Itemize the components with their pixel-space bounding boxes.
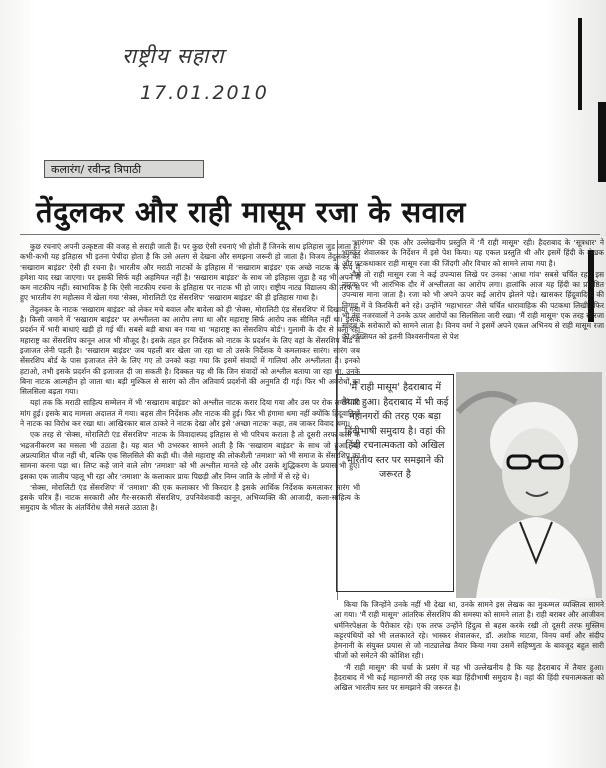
newspaper-masthead: राष्ट्रीय सहारा — [122, 44, 225, 68]
article-column-right-bottom — [334, 600, 604, 768]
paragraph: वैसे तो राही मासूम रजा ने कई उपन्यास लिखे पर उनका 'आधा गांव' सबसे चर्चित रहा। इस नाटक पर भी आरंभिक दौर में अश्लीलता का आरोप लगा। हालांकि आज यह हिंदी का प्रतिष्ठित उपन्यास माना जाता है। रजा को भी अपने ऊपर कई आरोप झेलने पड़े। खासकर हिंदूवादियों की निगाह में वे किरकिरी बने रहे। उन्होंने 'महाभारत' जैसे चर्चित धारावाहिक की पटकथा लिखी, फिर भी तंग नजरवालों ने उनके ऊपर आरोपों का सिलसिला जारी रखा। 'मैं राही मासूम' एक तरह से रजा साहब के सरोकारों को सामने लाता है। विनय वर्मा ने इसमें अपने एकल अभिनय से राही मासूम रजा की शख्सियत को इतनी विश्वसनीयता से पेश — [342, 269, 604, 341]
scan-edge-mark — [598, 102, 606, 182]
article-column-right-top — [342, 238, 604, 366]
paragraph: 'सेक्स, मोरालिटी एंड सेंसरशिप' में 'तमाशा' की एक कलाकार भी किरदार है इसके आर्थिक निर्देशक कमलाकर सारंग भी इसके चरित्र हैं। नाटक सरकारी और गैर-सरकारी सेंसरशिप, उपनिवेशवादी कानून, अभिव्यक्ति की आजादी, कला-साहित्य के समुदाय के भीतर के अंतर्विरोध जैसे मसले उठाता है। — [20, 482, 360, 513]
byline: कलारंग/ रवीन्द्र त्रिपाठी — [44, 160, 204, 178]
article-column-left — [20, 242, 360, 767]
paragraph: 'मैं राही मासूम' की चर्चा के प्रसंग में यह भी उल्लेखनीय है कि यह हैदराबाद में तैयार हुआ। हैदराबाद में भी कई महानगरों की तरह एक बड़ा हिंदीभाषी समुदाय है। वहां की हिंदी रचनात्मकता को अखिल भारतीय स्तर पर समझाने की जरूरत है। — [334, 662, 604, 693]
section-rule — [20, 234, 600, 235]
publication-date: 17.01.2010 — [140, 82, 269, 104]
author-portrait-photo — [456, 372, 602, 598]
paragraph: एक तरह से 'सेक्स, मोरालिटी एंड सेंसरशिप' नाटक के विवादास्पद इतिहास से भी परिचय कराता है तो दूसरी तरफ कला के भद्रजनीकरण का मसला भी उठाता है। यह बात भी उभरकर सामने आती है कि 'सखाराम बाइंडर' के साथ जो हुआ, वह अप्रत्याशित चीज नहीं थी, बल्कि एक सिलसिले की कड़ी थी। जैसे महाराष्ट्र की लोकशैली 'तमाशा' को भी समाज के सेंसरशिप का सामना करना पड़ा था। लिप्ट कहे जाने वाले लोग 'तमाशा' को भी अश्लील मानते रहे और उसके शुद्धिकरण के प्रयास भी हुए। इसका एक जातीय पहलू भी रहा और 'तमाशा' के कलाकार प्रायः पिछड़ी और निम्न जाति के लोगों में से रहे थे। — [20, 430, 360, 481]
paragraph: कुछ रचनाएं अपनी उत्कृष्टता की वजह से सराही जाती हैं। पर कुछ ऐसी रचनाएं भी होती हैं जिनके साथ इतिहास जुड़ जाता है। कभी-कभी यह इतिहास भी इतना पेचीदा होता है कि उसे अलग से देखना और समझना जरूरी हो जाता है। विजय तेंदुलकर का 'सखाराम बाइंडर' ऐसी ही रचना है। भारतीय और मराठी नाटकों के इतिहास में 'सखाराम बाइंडर' एक अच्छे नाटक के रूप में हमेशा याद रखा जाएगा। पर इसकी सिर्फ यही अहमियत नहीं है। 'सखाराम बाइंडर' के साथ जो इतिहास जुड़ा है वह भी अपने में कम नाटकीय नहीं। स्वाभाविक है कि ऐसी नाटकीय रचना के इतिहास पर नाटक भी हो जाए। राष्ट्रीय नाट्य विद्यालय की तरफ से हुए भारतीय रंग महोत्सव में खेला गया 'सेक्स, मोरालिटी एंड सेंसरशिप' 'सखाराम बाइंडर' की ही इतिहास गाथा है। — [20, 242, 360, 303]
paragraph: किया कि जिन्होंने उनके नहीं भी देखा था, उनके सामने इस लेखक का मुकम्मल व्यक्तित्व सामने आ गया। 'मैं राही मासूम' आंतरिक सेंसरशिप की समस्या को सामने लाता है। राही बराबर और आजीवन धर्मनिरपेक्षता के पैरोकार रहे। एक तरफ उन्होंने हिंदुत्व से बहस करके रखी तो दूसरी तरफ मुस्लिम कट्टरपंथियों को भी ललकारते रहे। भास्कर शेवालकर, डॉ. अशोक माटवा, विनय वर्मा और संदीप हेमनानी के संयुक्त प्रयास से जो नाट्यालेख तैयार किया गया उसमें सहिष्णुता के बावजूद बहुत सारी चीजों को समेटने की कोशिश रही। — [334, 600, 604, 661]
paragraph: 'भारंगम' की एक और उल्लेखनीय प्रस्तुति में 'मैं राही मासूम' रही। हैदराबाद के 'सूत्रधार' ने भास्कर शेवालकर के निर्देशन में इसे पेश किया। यह एकल प्रस्तुति थी और इसमें हिंदी के लेखक और पटकथाकार राही मासूम रजा की जिंदगी और विचार को सामने लाया गया है। — [342, 238, 604, 268]
paragraph: तेंदुलकर के नाटक 'सखाराम बाइंडर' को लेकर मचे बवाल और बावेला को ही 'सेक्स, मोरालिटी एंड सेंसरशिप' में दिखाया गया है। किसी जमाने में 'सखाराम बाइंडर' पर अश्लीलता का आरोप लगा था और महाराष्ट्र सिर्फ आरोप तक सीमित नहीं था। इसके प्रदर्शन में भारी बाधाएं खड़ी हो गई थीं। सबसे बड़ी बाधा बन गया था 'महाराष्ट्र का सेंसरशिप बोर्ड'। गुलामी के दौर से चला रहा महाराष्ट्र का सेंसरशिप कानून आज भी मौजूद है। इसके तहत हर निर्देशक को नाटक के प्रदर्शन के लिए वहां के सेंसरशिप बोर्ड से इजाजत लेनी पड़ती है। 'सखाराम बाइंडर' जब पहली बार खेला जा रहा था तो उसके निर्देशक ये कमलाकर सारंग। सारंग जब सेंसरशिप बोर्ड के पास इजाजत लेने के लिए गए तो उनको कहा गया कि इसमें संवादों में गालियां और अश्लीलता है। इनको हटाओ, तभी इसके प्रदर्शन की इजाजत दी जा सकती है। दिक्कत यह थी कि जिन संवादों को अश्लील बताया जा रहा था, उनके बिना नाटक आत्महीन हो जाता था। बड़ी मुश्किल से सारंग को तीन अतिवार्य प्रदर्शनों की अनुमति दी गई। फिर भी अवरोधों का सिलसिला बढ़ता गया। — [20, 304, 360, 397]
paragraph: यहां तक कि मराठी साहित्य सम्मेलन में भी 'सखाराम बाइंडर' को अश्लील नाटक करार दिया गया और उस पर रोक लगाने की मांग हुई। इसके बाद मामला अदालत में गया। बहस तीन निर्देशक और नाटक की हुई। फिर भी हंगामा थमा नहीं क्योंकि हिंदूवादियों ने नाटक का विरोध कर रखा था। आखिरकार बाल ठाकरे ने नाटक देखा और इसे 'अच्छा नाटक' कहा, तब जाकर विवाद थमा। — [20, 398, 360, 429]
article-headline: तेंदुलकर और राही मासूम रजा के सवाल — [36, 195, 466, 229]
scan-edge-mark — [578, 18, 582, 110]
portrait-illustration — [456, 372, 602, 598]
pull-quote: 'मैं राही मासूम' हैदराबाद में तैयार हुआ। हैदराबाद में भी कई महानगरों की तरह एक बड़ा हिंदीभाषी समुदाय है। वहां की हिंदी रचनात्मकता को अखिल भारतीय स्तर पर समझाने की जरूरत है — [336, 374, 454, 592]
